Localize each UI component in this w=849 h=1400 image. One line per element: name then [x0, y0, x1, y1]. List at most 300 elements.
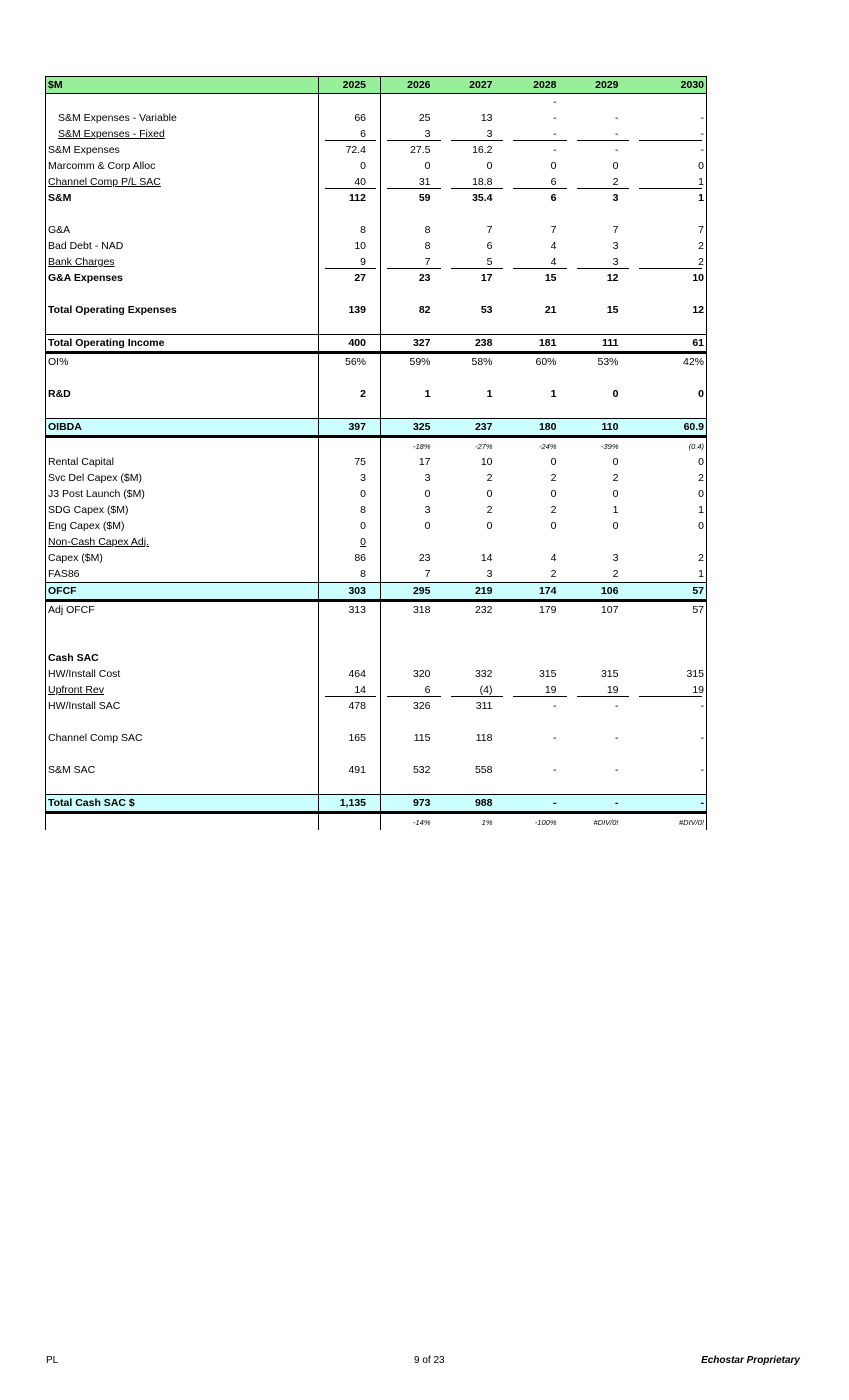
cell-value: -39%: [600, 441, 619, 451]
cell-value: 2: [550, 471, 557, 484]
cell-value: 14: [319, 682, 381, 698]
table-row: [46, 353, 707, 371]
table-row: [46, 254, 707, 270]
cell-value: [445, 714, 507, 730]
row-label: [46, 486, 319, 502]
table-row: [46, 618, 707, 634]
row-label-text: S&M SAC: [48, 763, 96, 776]
row-label: [46, 335, 319, 353]
cell-value: 23: [418, 271, 431, 284]
cell-value: [381, 778, 445, 795]
row-label: [46, 583, 319, 601]
row-label-text: S&M Expenses: [48, 143, 120, 156]
table-row: [46, 238, 707, 254]
table-row: [46, 335, 707, 353]
cell-value: [571, 318, 633, 335]
table-row: [46, 813, 707, 831]
cell-value: -: [633, 795, 707, 813]
row-label-text: Bank Charges: [48, 255, 115, 268]
cell-value: [507, 206, 571, 222]
table-row: [46, 302, 707, 318]
cell-value: [445, 206, 507, 222]
header-label: $M: [46, 77, 319, 94]
table-row: [46, 270, 707, 286]
cell-value: [445, 370, 507, 386]
table-row: [46, 650, 707, 666]
cell-value: [319, 778, 381, 795]
table-row: [46, 437, 707, 455]
table-row: [46, 174, 707, 190]
row-label: [46, 190, 319, 206]
cell-value: 8: [319, 222, 381, 238]
table-row: [46, 601, 707, 619]
cell-value: 8: [424, 223, 431, 236]
cell-value: [571, 778, 633, 795]
cell-value: 6: [550, 191, 557, 204]
row-label: [46, 454, 319, 470]
cell-value: -18%: [412, 441, 431, 451]
cell-value: 8: [424, 239, 431, 252]
row-label: [46, 286, 319, 302]
row-label-text: S&M Expenses - Variable: [58, 111, 177, 124]
row-label-text: OIBDA: [48, 420, 82, 433]
cell-value: 320: [412, 667, 431, 680]
cell-value: 532: [412, 763, 431, 776]
cell-value: 181: [507, 335, 571, 353]
financial-table-body: [46, 77, 707, 831]
row-label-text: Non-Cash Capex Adj.: [48, 535, 149, 548]
table-row: [46, 222, 707, 238]
row-label: [46, 534, 319, 550]
table-row: [46, 470, 707, 486]
cell-value: 478: [319, 698, 381, 714]
cell-value: 3: [424, 471, 431, 484]
cell-value: [445, 286, 507, 302]
cell-value: 8: [319, 566, 381, 583]
cell-value: 31: [381, 174, 445, 190]
cell-value: 1: [633, 190, 707, 206]
table-row: [46, 762, 707, 778]
cell-value: [507, 286, 571, 302]
table-row: [46, 454, 707, 470]
cell-value: [571, 634, 633, 650]
cell-value: 25: [418, 111, 431, 124]
row-label: [46, 601, 319, 619]
cell-value: 311: [475, 699, 493, 712]
table-row: [46, 318, 707, 335]
cell-value: [319, 318, 381, 335]
cell-value: [571, 286, 633, 302]
cell-value: 295: [381, 583, 445, 601]
cell-value: [507, 618, 571, 634]
cell-value: 12: [606, 271, 619, 284]
cell-value: -: [615, 763, 619, 776]
cell-value: 238: [445, 335, 507, 353]
cell-value: [381, 534, 445, 550]
cell-value: 0: [486, 487, 493, 500]
cell-value: [633, 650, 707, 666]
cell-value: 86: [319, 550, 381, 566]
cell-value: 13: [480, 111, 493, 124]
row-label: [46, 470, 319, 486]
cell-value: [571, 206, 633, 222]
cell-value: 5: [445, 254, 507, 270]
row-label: [46, 746, 319, 762]
table-row: [46, 634, 707, 650]
cell-value: 42%: [633, 353, 707, 371]
cell-value: 15: [544, 271, 557, 284]
cell-value: -: [507, 126, 571, 142]
cell-value: 57: [633, 601, 707, 619]
table-row: [46, 94, 707, 111]
row-label: [46, 402, 319, 419]
table-row: [46, 534, 707, 550]
row-label: [46, 110, 319, 126]
cell-value: [633, 746, 707, 762]
table-row: [46, 583, 707, 601]
cell-value: 2: [571, 174, 633, 190]
row-label-text: Eng Capex ($M): [48, 519, 125, 532]
cell-value: 491: [319, 762, 381, 778]
cell-value: 315: [600, 667, 619, 680]
cell-value: [445, 650, 507, 666]
row-label: [46, 94, 319, 111]
cell-value: 0: [319, 518, 381, 534]
cell-value: [381, 714, 445, 730]
cell-value: 7: [550, 223, 557, 236]
cell-value: -: [615, 731, 619, 744]
cell-value: -: [553, 111, 557, 124]
table-row: [46, 795, 707, 813]
cell-value: 327: [381, 335, 445, 353]
row-label-text: Total Operating Income: [48, 336, 165, 349]
row-label: [46, 762, 319, 778]
cell-value: 237: [445, 419, 507, 437]
cell-value: -: [615, 111, 619, 124]
cell-value: [381, 650, 445, 666]
cell-value: 325: [381, 419, 445, 437]
cell-value: 6: [507, 174, 571, 190]
cell-value: [507, 778, 571, 795]
cell-value: 0: [486, 159, 493, 172]
cell-value: 0: [633, 158, 707, 174]
cell-value: 397: [319, 419, 381, 437]
cell-value: 14: [480, 551, 493, 564]
table-row: [46, 730, 707, 746]
table-row: [46, 698, 707, 714]
cell-value: [507, 634, 571, 650]
cell-value: 66: [319, 110, 381, 126]
row-label-text: G&A Expenses: [48, 271, 123, 284]
cell-value: 106: [571, 583, 633, 601]
row-label-text: HW/Install Cost: [48, 667, 121, 680]
cell-value: 59%: [409, 355, 431, 368]
year-2028: 2028: [507, 77, 571, 94]
table-row: [46, 666, 707, 682]
cell-value: [381, 370, 445, 386]
cell-value: 1: [486, 387, 493, 400]
cell-value: [633, 618, 707, 634]
cell-value: 17: [418, 455, 431, 468]
cell-value: 3: [612, 191, 619, 204]
table-row: [46, 502, 707, 518]
cell-value: 59: [418, 191, 431, 204]
cell-value: 400: [319, 335, 381, 353]
row-label: [46, 158, 319, 174]
cell-value: (4): [445, 682, 507, 698]
table-row: [46, 550, 707, 566]
cell-value: 174: [507, 583, 571, 601]
cell-value: [381, 286, 445, 302]
row-label-text: HW/Install SAC: [48, 699, 121, 712]
cell-value: 27: [319, 270, 381, 286]
cell-value: -: [553, 95, 557, 108]
cell-value: 7: [486, 223, 493, 236]
cell-value: [319, 286, 381, 302]
cell-value: 57: [633, 583, 707, 601]
cell-value: 0: [550, 159, 557, 172]
table-row: [46, 386, 707, 402]
cell-value: [445, 634, 507, 650]
cell-value: -: [615, 143, 619, 156]
cell-value: [571, 714, 633, 730]
cell-value: 19: [633, 682, 707, 698]
cell-value: [445, 778, 507, 795]
cell-value: -: [615, 699, 619, 712]
row-label-text: Svc Del Capex ($M): [48, 471, 142, 484]
cell-value: 7: [612, 223, 619, 236]
cell-value: 0: [424, 159, 431, 172]
cell-value: 332: [474, 667, 493, 680]
cell-value: 318: [412, 603, 431, 616]
table-row: [46, 126, 707, 142]
cell-value: 0: [633, 454, 707, 470]
row-label: [46, 650, 319, 666]
table-row: [46, 206, 707, 222]
cell-value: 139: [319, 302, 381, 318]
cell-value: [319, 402, 381, 419]
cell-value: 3: [486, 567, 493, 580]
table-row: [46, 518, 707, 534]
cell-value: -: [633, 762, 707, 778]
cell-value: 115: [413, 731, 431, 744]
cell-value: [633, 714, 707, 730]
row-label: [46, 174, 319, 190]
row-label: [46, 254, 319, 270]
cell-value: 1: [633, 566, 707, 583]
cell-value: 2: [633, 254, 707, 270]
table-row: [46, 110, 707, 126]
cell-value: -: [633, 698, 707, 714]
cell-value: 6: [486, 239, 493, 252]
cell-value: 0: [319, 534, 381, 550]
row-label-text: SDG Capex ($M): [48, 503, 129, 516]
cell-value: 58%: [471, 355, 493, 368]
cell-value: [381, 318, 445, 335]
cell-value: 0: [486, 519, 493, 532]
cell-value: [507, 370, 571, 386]
cell-value: -: [553, 763, 557, 776]
cell-value: [381, 634, 445, 650]
cell-value: 3: [445, 126, 507, 142]
cell-value: 0: [424, 519, 431, 532]
cell-value: 6: [381, 682, 445, 698]
row-label: [46, 370, 319, 386]
cell-value: [633, 318, 707, 335]
row-label-text: Total Cash SAC $: [48, 796, 135, 809]
cell-value: 7: [633, 222, 707, 238]
cell-value: 53: [480, 303, 493, 316]
cell-value: 82: [418, 303, 431, 316]
cell-value: [571, 370, 633, 386]
cell-value: 180: [507, 419, 571, 437]
cell-value: 7: [424, 567, 431, 580]
cell-value: 72.4: [319, 142, 381, 158]
cell-value: 315: [633, 666, 707, 682]
cell-value: [445, 746, 507, 762]
cell-value: 1,135: [319, 795, 381, 813]
cell-value: [633, 206, 707, 222]
cell-value: 2: [633, 550, 707, 566]
cell-value: 0: [550, 455, 557, 468]
cell-value: 2: [612, 471, 619, 484]
table-row: [46, 778, 707, 795]
cell-value: 558: [474, 763, 493, 776]
row-label: [46, 222, 319, 238]
cell-value: [633, 634, 707, 650]
table-row: [46, 142, 707, 158]
row-label: [46, 666, 319, 682]
cell-value: [381, 206, 445, 222]
cell-value: 1: [633, 174, 707, 190]
year-2030: 2030: [633, 77, 707, 94]
cell-value: [319, 618, 381, 634]
cell-value: 2: [612, 567, 619, 580]
cell-value: 3: [381, 126, 445, 142]
cell-value: 4: [550, 239, 557, 252]
cell-value: 0: [319, 486, 381, 502]
table-row: [46, 714, 707, 730]
cell-value: [445, 402, 507, 419]
cell-value: #DIV/0!: [633, 813, 707, 831]
row-label: [46, 142, 319, 158]
cell-value: 110: [571, 419, 633, 437]
cell-value: -100%: [534, 817, 557, 827]
cell-value: 326: [412, 699, 431, 712]
cell-value: 219: [445, 583, 507, 601]
row-label: [46, 318, 319, 335]
cell-value: 18.8: [445, 174, 507, 190]
cell-value: 0: [633, 486, 707, 502]
cell-value: 973: [381, 795, 445, 813]
cell-value: [633, 778, 707, 795]
year-2027: 2027: [445, 77, 507, 94]
cell-value: [381, 402, 445, 419]
row-label: [46, 618, 319, 634]
cell-value: 8: [319, 502, 381, 518]
cell-value: 0: [424, 487, 431, 500]
header-row: [46, 77, 707, 94]
cell-value: (0.4): [633, 437, 707, 455]
table-row: [46, 682, 707, 698]
year-2025: 2025: [319, 77, 381, 94]
cell-value: [445, 94, 507, 111]
cell-value: [445, 618, 507, 634]
row-label: [46, 302, 319, 318]
cell-value: [319, 94, 381, 111]
table-row: [46, 746, 707, 762]
cell-value: 60%: [535, 355, 557, 368]
cell-value: -: [571, 126, 633, 142]
cell-value: 2: [550, 503, 557, 516]
row-label-text: Capex ($M): [48, 551, 103, 564]
cell-value: 1: [424, 387, 431, 400]
cell-value: 107: [600, 603, 619, 616]
cell-value: 2: [633, 470, 707, 486]
cell-value: 12: [633, 302, 707, 318]
cell-value: 112: [319, 190, 381, 206]
row-label-text: Channel Comp SAC: [48, 731, 143, 744]
row-label: [46, 795, 319, 813]
cell-value: 2: [486, 471, 493, 484]
cell-value: 1: [550, 387, 557, 400]
row-label: [46, 698, 319, 714]
table-row: [46, 566, 707, 583]
cell-value: -: [633, 110, 707, 126]
row-label-text: Total Operating Expenses: [48, 303, 177, 316]
cell-value: [633, 402, 707, 419]
cell-value: 0: [612, 487, 619, 500]
cell-value: 3: [571, 254, 633, 270]
cell-value: 2: [486, 503, 493, 516]
cell-value: [571, 94, 633, 111]
cell-value: 0: [612, 519, 619, 532]
cell-value: [507, 714, 571, 730]
cell-value: [507, 534, 571, 550]
row-label-text: Channel Comp P/L SAC: [48, 175, 161, 188]
cell-value: -27%: [474, 441, 493, 451]
cell-value: -: [633, 126, 707, 142]
cell-value: [381, 618, 445, 634]
cell-value: 0: [319, 158, 381, 174]
row-label-text: Rental Capital: [48, 455, 114, 468]
row-label-text: Cash SAC: [48, 651, 99, 664]
cell-value: 2: [319, 386, 381, 402]
row-label: [46, 813, 319, 831]
row-label-text: OFCF: [48, 584, 77, 597]
row-label: [46, 778, 319, 795]
cell-value: 35.4: [472, 191, 493, 204]
cell-value: 19: [507, 682, 571, 698]
cell-value: [571, 618, 633, 634]
footer-page-number: 9 of 23: [414, 1355, 445, 1366]
row-label: [46, 682, 319, 698]
table-row: [46, 402, 707, 419]
cell-value: 232: [474, 603, 493, 616]
cell-value: 23: [418, 551, 431, 564]
cell-value: 15: [606, 303, 619, 316]
financial-table: [45, 76, 707, 830]
cell-value: [319, 650, 381, 666]
table-row: [46, 486, 707, 502]
table-row: [46, 370, 707, 386]
cell-value: 16.2: [472, 143, 493, 156]
row-label: [46, 518, 319, 534]
cell-value: -: [553, 699, 557, 712]
cell-value: [319, 714, 381, 730]
cell-value: -14%: [412, 817, 431, 827]
row-label: [46, 550, 319, 566]
